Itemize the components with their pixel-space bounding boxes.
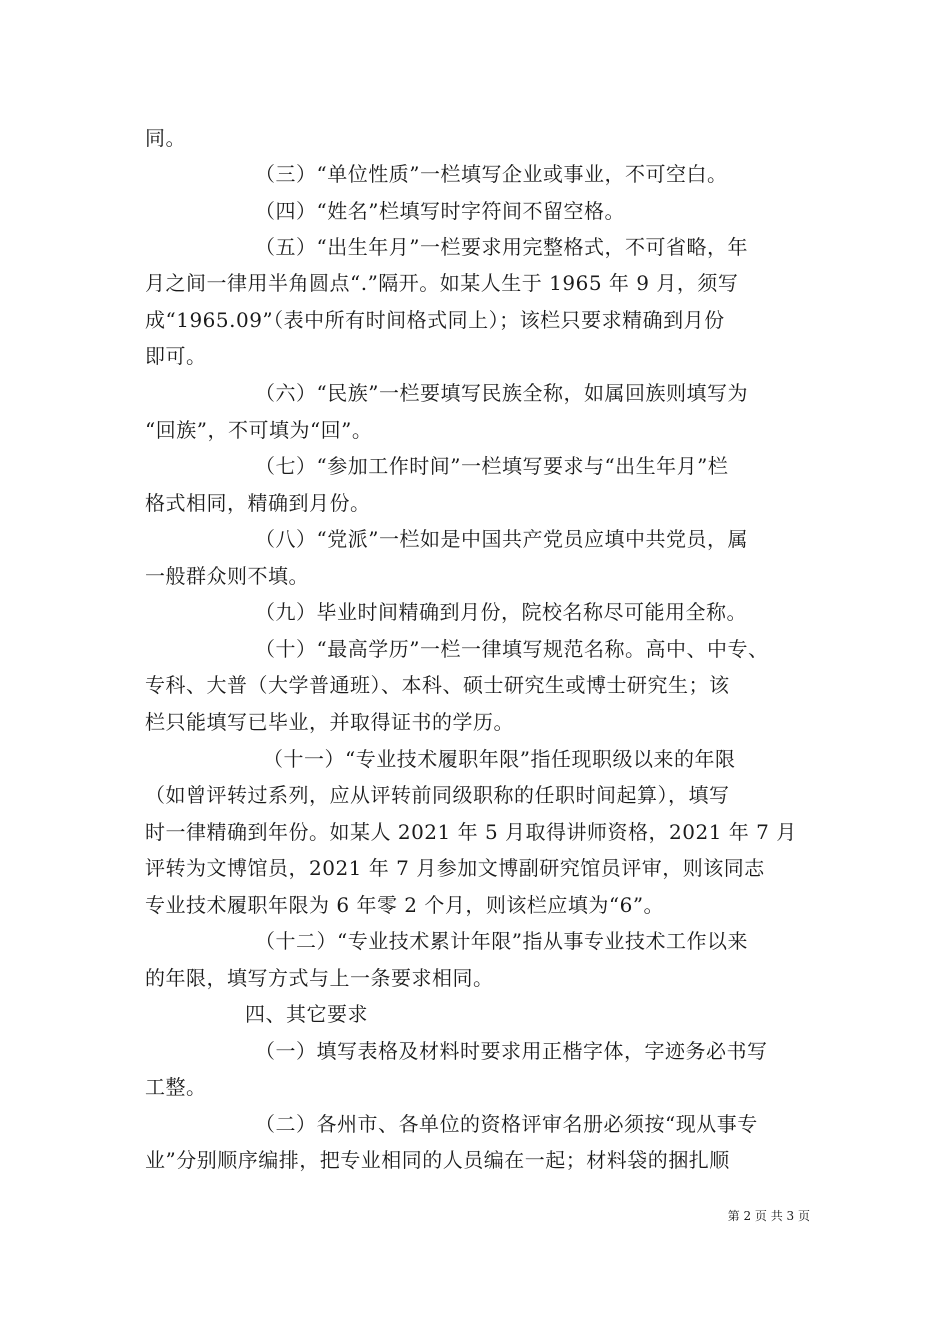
text-line: （十）“最高学历”一栏一律填写规范名称。高中、中专、 [255,637,769,661]
text-line: （十二）“专业技术累计年限”指从事专业技术工作以来 [255,929,748,953]
text-line: 专业技术履职年限为 6 年零 2 个月，则该栏应填为“6”。 [145,893,665,917]
text-line: 格式相同，精确到月份。 [145,491,371,515]
text-line: （八）“党派”一栏如是中国共产党员应填中共党员，属 [255,527,748,551]
text-line: （十一）“专业技术履职年限”指任现职级以来的年限 [263,747,736,771]
text-line: 一般群众则不填。 [145,564,309,588]
text-line: 栏只能填写已毕业，并取得证书的学历。 [145,710,514,734]
text-line: 业”分别顺序编排，把专业相同的人员编在一起；材料袋的捆扎顺 [145,1148,730,1172]
text-line: 月之间一律用半角圆点“.”隔开。如某人生于 1965 年 9 月，须写 [145,271,739,295]
text-line: （五）“出生年月”一栏要求用完整格式，不可省略，年 [255,235,748,259]
text-line: “回族”，不可填为“回”。 [145,418,373,442]
text-line: 时一律精确到年份。如某人 2021 年 5 月取得讲师资格，2021 年 7 月 [145,820,797,844]
text-line: 的年限，填写方式与上一条要求相同。 [145,966,494,990]
text-line: 工整。 [145,1075,207,1099]
page-number-footer: 第 2 页 共 3 页 [727,1209,810,1223]
text-line: （四）“姓名”栏填写时字符间不留空格。 [255,199,625,223]
text-line: 专科、大普（大学普通班）、本科、硕士研究生或博士研究生；该 [145,673,730,697]
text-line: （三）“单位性质”一栏填写企业或事业，不可空白。 [255,162,728,186]
text-line: （六）“民族”一栏要填写民族全称，如属回族则填写为 [255,381,748,405]
text-line: （二）各州市、各单位的资格评审名册必须按“现从事专 [255,1112,758,1136]
text-line: 即可。 [145,344,207,368]
text-line: （七）“参加工作时间”一栏填写要求与“出生年月”栏 [255,454,729,478]
text-line: 成“1965.09”（表中所有时间格式同上）；该栏只要求精确到月份 [145,308,725,332]
text-line: 同。 [145,126,186,150]
text-line: 评转为文博馆员，2021 年 7 月参加文博副研究馆员评审，则该同志 [145,856,765,880]
text-line: （九）毕业时间精确到月份，院校名称尽可能用全称。 [255,600,747,624]
text-line: （如曾评转过系列，应从评转前同级职称的任职时间起算），填写 [145,783,730,807]
text-line: （一）填写表格及材料时要求用正楷字体，字迹务必书写 [255,1039,768,1063]
section-heading: 四、其它要求 [245,1002,368,1026]
